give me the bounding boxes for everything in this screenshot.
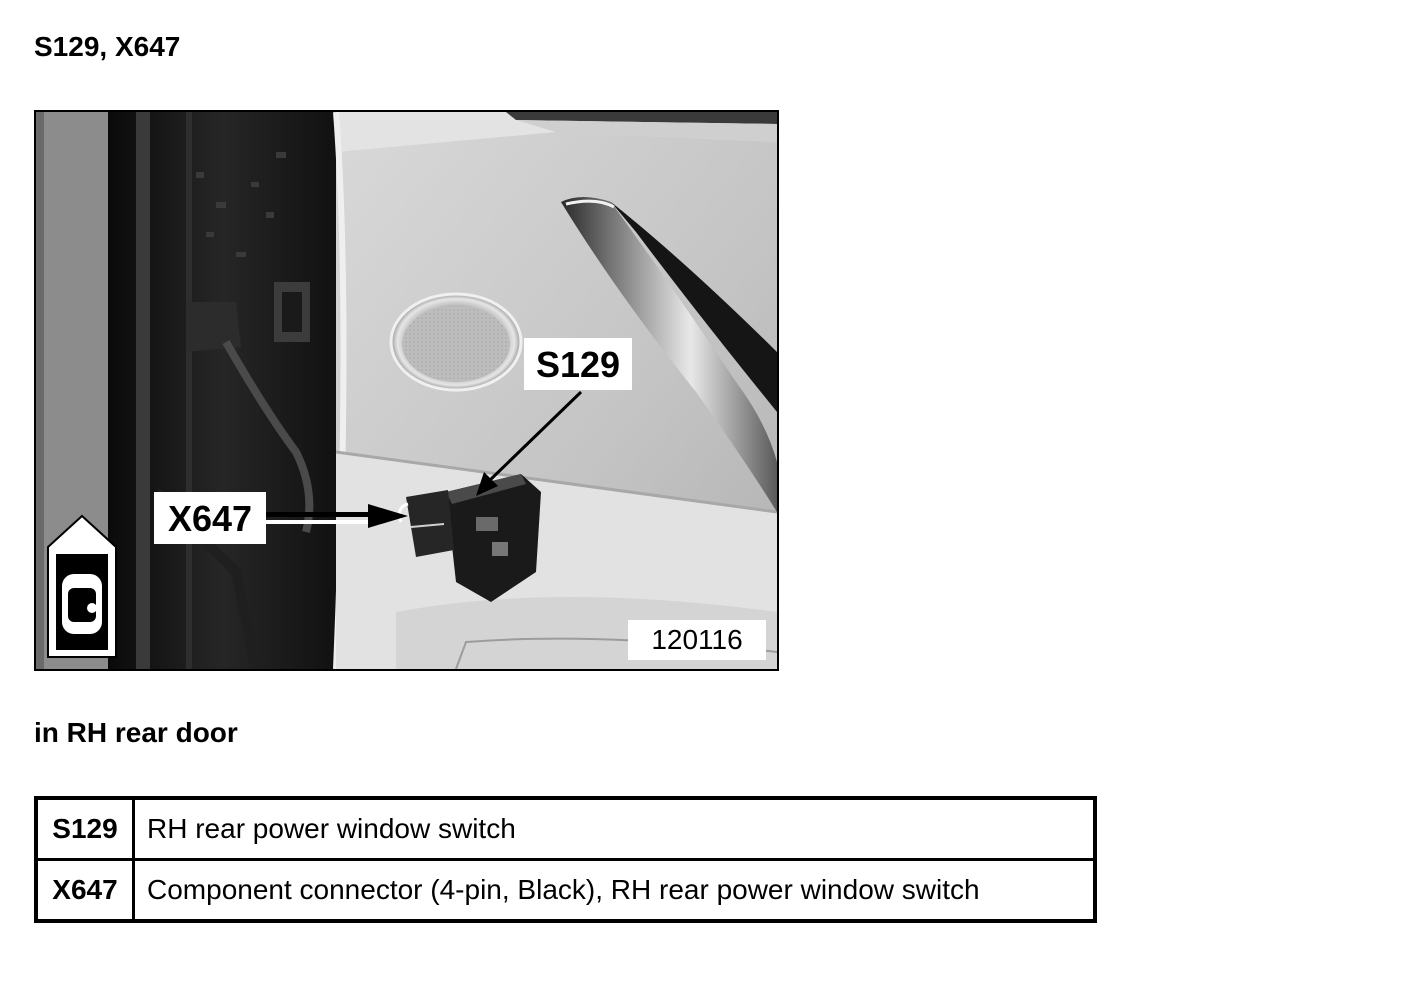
legend-code: S129 — [36, 798, 134, 860]
page-title: S129, X647 — [34, 31, 181, 62]
location-caption: in RH rear door — [34, 717, 238, 748]
legend-description: RH rear power window switch — [134, 798, 1096, 860]
callout-s129-label: S129 — [535, 344, 621, 385]
table-row — [36, 860, 1095, 922]
component-location-photo — [34, 110, 779, 671]
image-reference-number: 120116 — [651, 624, 743, 655]
callout-x647-label: X647 — [167, 498, 253, 539]
legend-description: Component connector (4-pin, Black), RH rear power window switch — [134, 860, 1096, 922]
legend-table — [34, 796, 1097, 923]
legend-code: X647 — [36, 860, 134, 922]
rear-door-location-icon — [48, 516, 116, 657]
table-row — [36, 798, 1095, 860]
